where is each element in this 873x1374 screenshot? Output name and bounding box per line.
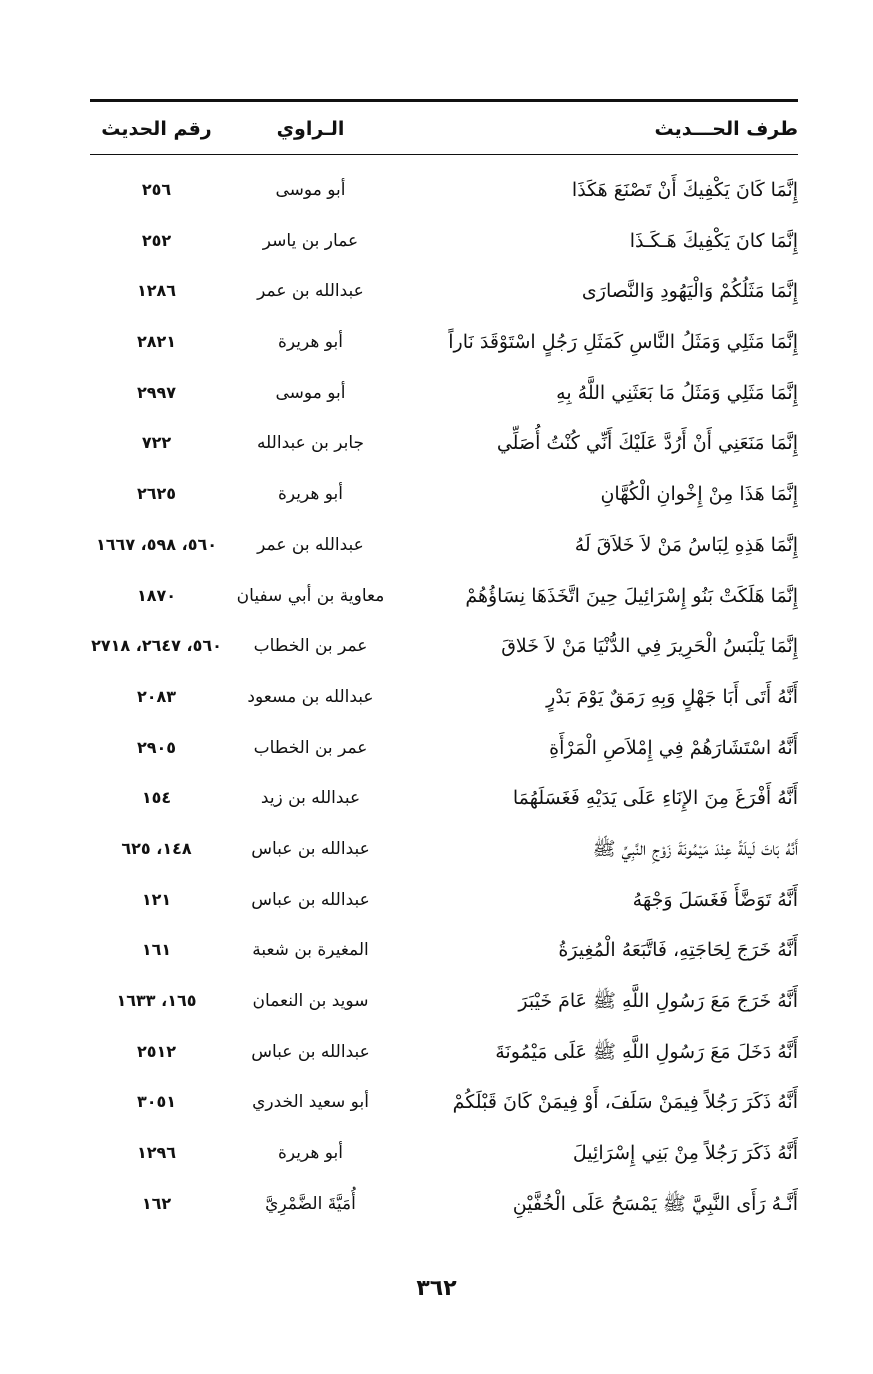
header-rule (90, 154, 798, 155)
header-narrator: الـراوي (276, 118, 345, 140)
table-row (90, 875, 798, 926)
hadith-number: ١٨٧٠ (136, 585, 177, 605)
hadith-number: ١٤٨، ٦٢٥ (121, 838, 192, 858)
hadith-text: إِنَّمَا هَذَا مِنْ إِخْوانِ الْكُهَّانِ (600, 483, 798, 506)
hadith-number: ٧٢٢ (141, 433, 172, 453)
table-row (90, 1128, 798, 1179)
table-row (90, 824, 798, 875)
hadith-number: ٢٠٨٣ (136, 686, 177, 706)
narrator-name: عبدالله بن مسعود (247, 686, 374, 707)
hadith-number: ١٥٤ (141, 788, 172, 808)
table-row (90, 368, 798, 419)
hadith-text: أَنَّهُ أَتَى أَبَا جَهْلٍ وَبِهِ رَمَقٌ يَوْمَ بَدْرٍ (546, 685, 798, 708)
hadith-text: إِنَّمَا مَنَعَنِي أَنْ أَرُدَّ عَلَيْكَ أَنِّي كُنْتُ أُصَلِّي (496, 432, 798, 455)
narrator-name: أبو موسى (275, 382, 346, 403)
narrator-name: عمر بن الخطاب (253, 737, 368, 758)
narrator-name: أبو سعيد الخدري (252, 1092, 369, 1113)
table-row (90, 773, 798, 824)
narrator-name: عبدالله بن عمر (257, 534, 364, 555)
hadith-number: ١٢٩٦ (136, 1143, 177, 1163)
hadith-number: ٢٩٩٧ (136, 382, 177, 402)
header-hadith: طرف الحـــديث (654, 118, 798, 140)
hadith-text: أَنَّهُ دَخَلَ مَعَ رَسُولِ اللَّهِ ﷺ عَلَى مَيْمُونَةَ (495, 1040, 798, 1063)
hadith-text: إِنَّمَا يَلْبَسُ الْحَرِيرَ فِي الدُّنْيَا مَنْ لاَ خَلاقَ (501, 635, 798, 658)
hadith-number: ٢٦٢٥ (136, 484, 177, 504)
hadith-text: أَنَّهُ تَوَضَّأَ فَغَسَلَ وَجْهَهُ (632, 888, 798, 911)
top-rule (90, 99, 798, 102)
table-row (90, 1077, 798, 1128)
hadith-text: إِنَّمَا مَثَلِي وَمَثَلُ النَّاسِ كَمَثَلِ رَجُلٍ اسْتَوْقَدَ نَاراً (448, 331, 798, 354)
narrator-name: جابر بن عبدالله (256, 433, 365, 454)
hadith-text: أَنَّـهُ رَأَى النَّبِيَّ ﷺ يَمْسَحُ عَلَى الْخُفَّيْنِ (512, 1192, 798, 1215)
hadith-number: ١٦٥، ١٦٣٣ (116, 991, 197, 1010)
hadith-number: ١٦١ (141, 940, 172, 960)
narrator-name: أبو موسى (275, 180, 346, 200)
table-row (90, 266, 798, 317)
narrator-name: سويد بن النعمان (252, 991, 369, 1011)
table-row (90, 469, 798, 520)
hadith-number: ١٢٨٦ (136, 281, 177, 301)
table-row (90, 571, 798, 622)
hadith-text: أَنَّهُ اسْتَشَارَهُمْ فِي إِمْلاَصِ الْمَرْأَةِ (549, 736, 798, 759)
hadith-number: ٢٥٢ (141, 230, 172, 250)
hadith-text: أَنَّهُ أَفْرَغَ مِنَ الإِنَاءِ عَلَى يَدَيْهِ فَغَسَلَهُمَا (512, 787, 798, 810)
table-row (90, 672, 798, 723)
hadith-text: أَنَّهُ ذَكَرَ رَجُلاً مِنْ بَنِي إِسْرَائِيلَ (572, 1142, 798, 1165)
narrator-name: أبو هريرة (277, 1143, 343, 1164)
table-row (90, 418, 798, 469)
narrator-name: المغيرة بن شعبة (252, 940, 369, 961)
hadith-number: ٢٥٦ (141, 180, 172, 199)
narrator-name: أبو هريرة (277, 332, 343, 353)
hadith-text: إِنَّمَا مَثَلِي وَمَثَلُ مَا بَعَثَنِي اللَّهُ بِهِ (556, 381, 798, 404)
header-number: رقم الحديث (101, 118, 212, 140)
table-row (90, 976, 798, 1027)
narrator-name: عبدالله بن عباس (251, 1041, 370, 1062)
narrator-name: عبدالله بن عباس (251, 838, 370, 859)
hadith-text: أَنَّهُ خَرَجَ لِحَاجَتِهِ، فَاتَّبَعَهُ الْمُغِيرَةُ (558, 939, 798, 962)
table-row (90, 621, 798, 672)
hadith-number: ٥٦٠، ٢٦٤٧، ٢٧١٨ (91, 636, 222, 656)
narrator-name: عمار بن ياسر (262, 230, 359, 251)
hadith-text: إِنَّمَا مَثَلُكُمْ وَالْيَهُودِ وَالنَّصارَى (581, 280, 798, 303)
hadith-text: إِنَّمَا هَذِهِ لِبَاسُ مَنْ لاَ خَلاَقَ لَهُ (574, 533, 798, 556)
hadith-number: ٢٨٢١ (136, 332, 177, 352)
narrator-name: أُمَيَّةَ الضَّمْرِيَّ (265, 1193, 356, 1214)
hadith-number: ١٢١ (141, 889, 172, 909)
narrator-name: عبدالله بن عباس (251, 889, 370, 910)
hadith-table-body (90, 165, 798, 1229)
hadith-number: ١٦٢ (141, 1193, 172, 1213)
hadith-number: ٣٠٥١ (136, 1092, 177, 1112)
table-row (90, 1179, 798, 1230)
narrator-name: معاوية بن أبي سفيان (236, 585, 385, 606)
table-row (90, 216, 798, 267)
hadith-number: ٢٩٠٥ (136, 737, 177, 757)
hadith-number: ٥٦٠، ٥٩٨، ١٦٦٧ (96, 534, 217, 554)
hadith-text: أَنَّهُ بَاتَ لَيلَةً عِنْدَ مَيْمُونَةَ زَوْجِ النَّبِيِّ ﷺ (592, 837, 798, 860)
hadith-text: إِنَّمَا كانَ يَكْفِيكَ هَـكَـذَا (629, 229, 798, 252)
page-number: ٣٦٢ (416, 1276, 457, 1301)
table-header (90, 104, 798, 154)
hadith-text: إِنَّمَا هَلَكَتْ بَنُو إِسْرَائِيلَ حِينَ اتَّخَذَهَا نِسَاؤُهُمْ (465, 584, 798, 607)
narrator-name: عبدالله بن زيد (260, 788, 361, 809)
table-row (90, 1027, 798, 1078)
hadith-text: أَنَّهُ خَرَجَ مَعَ رَسُولِ اللَّهِ ﷺ عَامَ خَيْبَرَ (518, 990, 798, 1012)
hadith-number: ٢٥١٢ (136, 1041, 177, 1061)
table-row (90, 520, 798, 571)
narrator-name: أبو هريرة (277, 484, 343, 505)
narrator-name: عمر بن الخطاب (253, 636, 368, 657)
table-row (90, 723, 798, 774)
hadith-text: إِنَّمَا كَانَ يَكْفِيكَ أَنْ تَصْنَعَ هَكَذَا (571, 179, 798, 201)
table-row (90, 165, 798, 216)
table-row (90, 925, 798, 976)
hadith-text: أَنَّهُ ذَكَرَ رَجُلاً فِيمَنْ سَلَفَ، أَوْ فِيمَنْ كَانَ قَبْلَكُمْ (452, 1091, 798, 1114)
table-row (90, 317, 798, 368)
narrator-name: عبدالله بن عمر (257, 281, 364, 302)
